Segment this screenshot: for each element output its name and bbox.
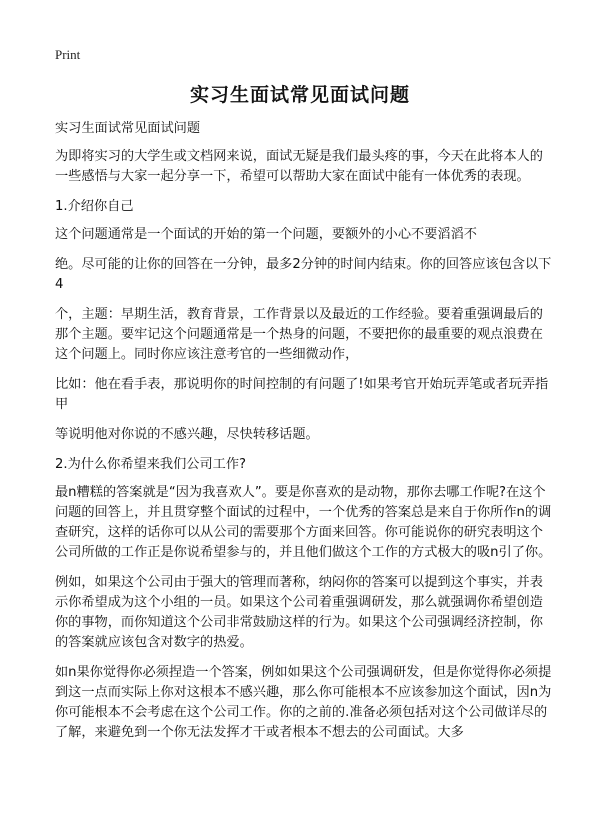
document-title: 实习生面试常见面试问题 bbox=[189, 84, 410, 106]
body-paragraph: 等说明他对你说的不感兴趣，尽快转移话题。 bbox=[55, 427, 319, 442]
section-heading-1: 1.介绍你自己 bbox=[55, 199, 134, 214]
body-paragraph: 这个问题通常是一个面试的开始的第一个问题，要额外的小心不要滔滔不 bbox=[55, 227, 477, 242]
body-paragraph: 如n果你觉得你必须捏造一个答案，例如如果这个公司强调研发，但是你觉得你必须提到这一点而实际上你对这根本不感兴趣，那么你可能根本不应该参加这个面试，因n为你可能根本不会考虑在这个公司工作。你的之前的.准备必须包括对这个公司做详尽的了解，来避免到一个你无法发挥才干或者根本不想去的公司面试。大多 bbox=[55, 665, 552, 740]
body-paragraph: 绝。尽可能的让你的回答在一分钟，最多2分钟的时间内结束。你的回答应该包含以下4 bbox=[55, 257, 552, 292]
body-paragraph: 个，主题：早期生活，教育背景，工作背景以及最近的工作经验。要着重强调最后的那个主题。要牢记这个问题通常是一个热身的问题，不要把你的最重要的观点浪费在这个问题上。同时你应该注意考官的一些细微动作， bbox=[55, 307, 543, 362]
body-paragraph: 例如，如果这个公司由于强大的管理而著称，纳闷你的答案可以提到这个事实，并表示你希望成为这个小组的一员。如果这个公司着重强调研发，那么就强调你希望创造你的事物，而你知道这个公司非常鼓励这样的行为。如果这个公司强调经济控制，你的答案就应该包含对数字的热爱。 bbox=[55, 575, 543, 650]
subtitle-paragraph: 实习生面试常见面试问题 bbox=[55, 121, 201, 136]
document-body bbox=[55, 119, 552, 753]
print-link[interactable]: Print bbox=[55, 47, 81, 62]
section-heading-2: 2.为什么你希望来我们公司工作? bbox=[55, 457, 247, 472]
body-paragraph: 最n糟糕的答案就是“因为我喜欢人”。要是你喜欢的是动物，那你去哪工作呢?在这个问题的回答上，并且贯穿整个面试的过程中，一个优秀的答案总是来自于你所作n的调查研究，这样的话你可以从公司的需要那个方面来回答。你可能说你的研究表明这个公司所做的工作正是你说希望参与的，并且他们做这个工作的方式极大的吸n引了你。 bbox=[55, 485, 552, 560]
intro-paragraph: 为即将实习的大学生或文档网来说，面试无疑是我们最头疼的事，今天在此将本人的一些感悟与大家一起分享一下，希望可以帮助大家在面试中能有一体优秀的表现。 bbox=[55, 149, 543, 184]
body-paragraph: 比如：他在看手表，那说明你的时间控制的有问题了!如果考官开始玩弄笔或者玩弄指甲 bbox=[55, 377, 549, 412]
